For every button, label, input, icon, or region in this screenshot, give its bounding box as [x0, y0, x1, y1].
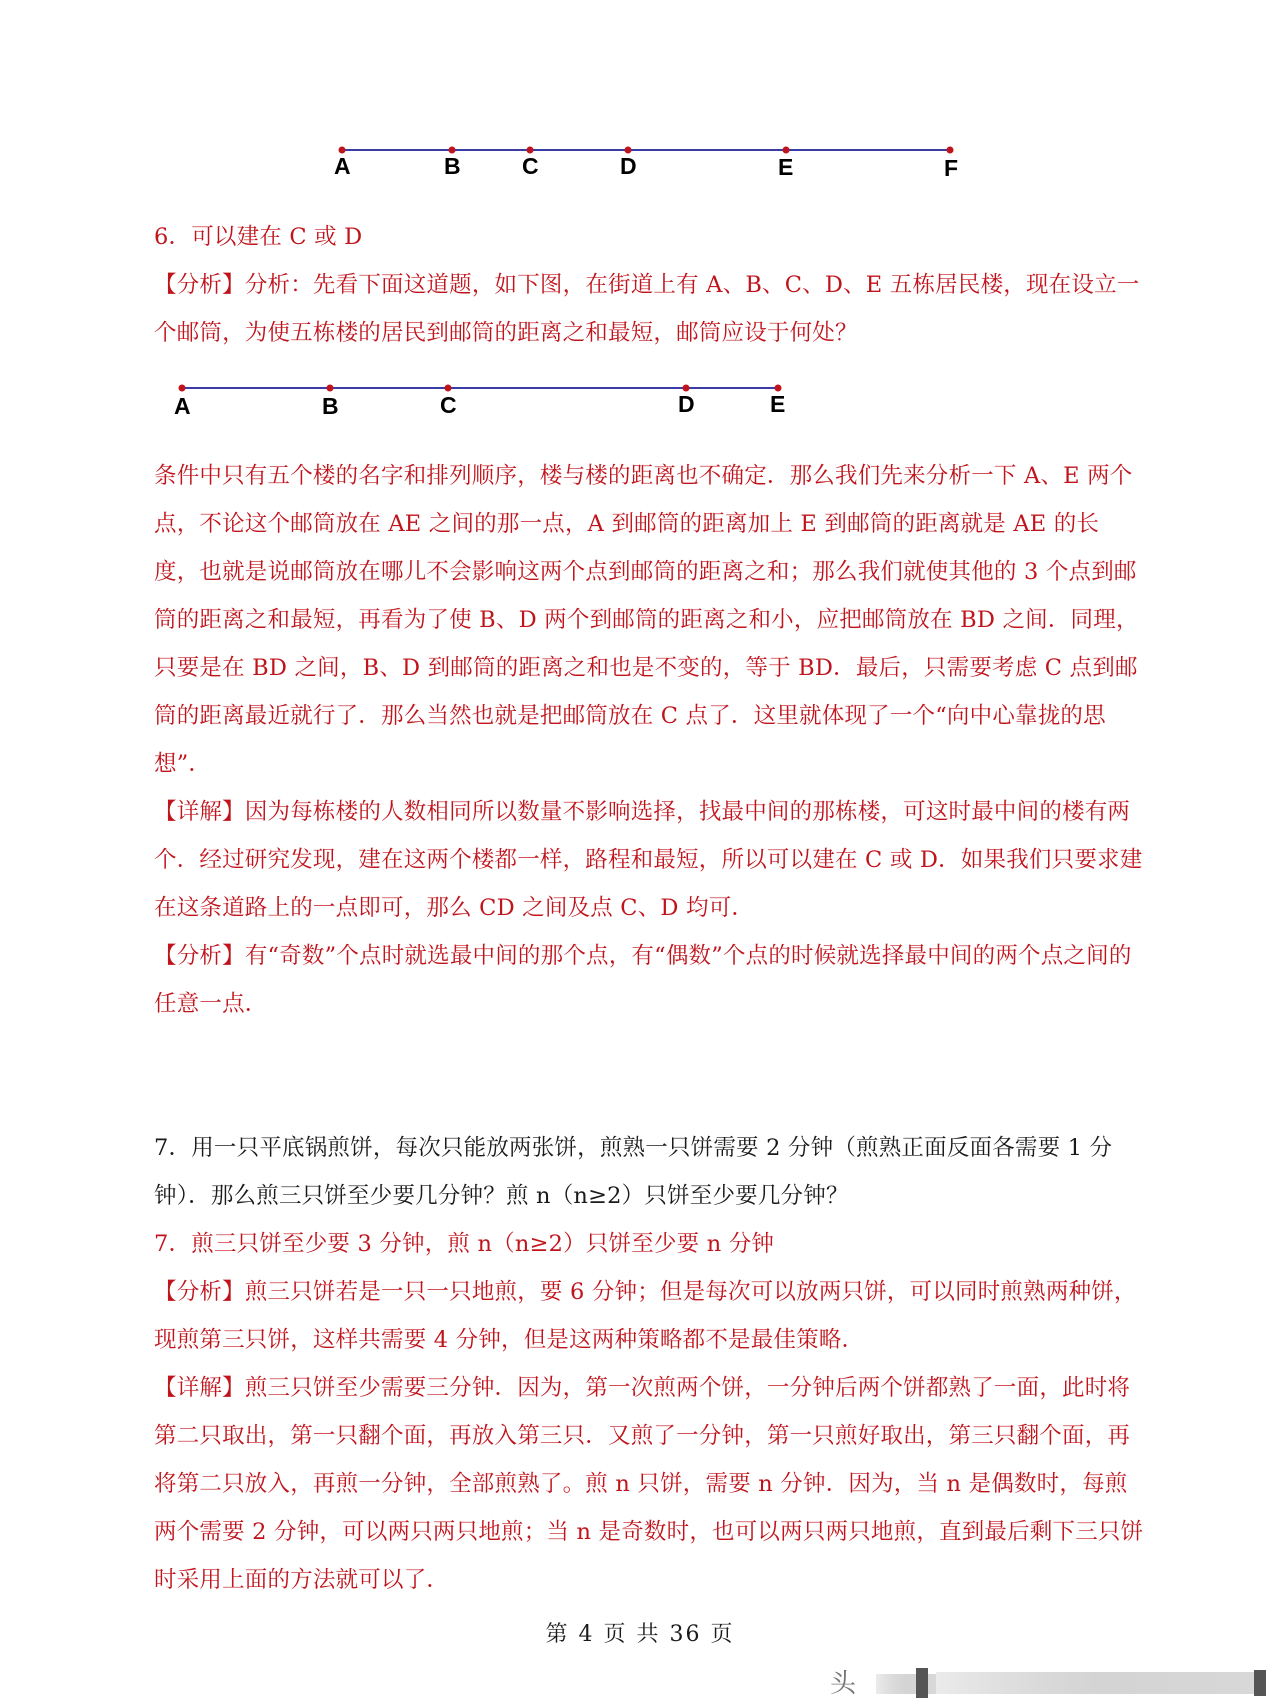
q7-analysis — [154, 1268, 1144, 1364]
point-a-label: A — [334, 153, 351, 179]
point-f-label: F — [944, 155, 959, 181]
q7-detail-tag: 【详解】 — [154, 1375, 245, 1401]
point-e-label: E — [770, 391, 786, 417]
q6-analysis-tag: 【分析】 — [154, 272, 245, 298]
point-f-dot — [947, 147, 954, 154]
q7-analysis-text: 煎三只饼若是一只一只地煎，要 6 分钟；但是每次可以放两只饼，可以同时煎熟两种饼，现煎第三只饼，这样共需要 4 分钟，但是这两种策略都不是最佳策略． — [154, 1279, 1137, 1353]
watermark-bar-3 — [936, 1672, 1266, 1694]
q6-reasoning-paragraph: 条件中只有五个楼的名字和排列顺序，楼与楼的距离也不确定．那么我们先来分析一下 A、E 两个点，不论这个邮筒放在 AE 之间的那一点，A 到邮筒的距离加上 E 到邮筒的距离就是 AE 的长度，也就是说邮筒放在哪儿不会影响这两个点到邮筒的距离之和；那么我们就使其他的 3 个点到邮筒的距离之和最短，再看为了使 B、D 两个到邮筒的距离之和小，应把邮筒放在 BD 之间．同理，只要是在 BD 之间，B、D 到邮筒的距离之和也是不变的，等于 BD．最后，只需要考虑 C 点到邮筒的距离最近就行了．那么当然也就是把邮筒放在 C 点了．这里就体现了一个“向中心靠拢的思想”． — [154, 463, 1139, 777]
q6-answer: 6．可以建在 C 或 D — [154, 224, 363, 250]
q6-analysis — [154, 261, 1144, 357]
point-b-dot — [327, 385, 334, 392]
point-b-label: B — [444, 153, 461, 179]
q6-analysis-2 — [154, 932, 1144, 1028]
point-b-label: B — [322, 393, 339, 419]
watermark-bar-2 — [916, 1668, 928, 1698]
number-line-figure-1 — [330, 138, 970, 188]
number-line-svg-1 — [330, 138, 970, 188]
q6-analysis2-tag: 【分析】 — [154, 943, 245, 969]
watermark-svg — [830, 1668, 1270, 1698]
q7-detail-text: 煎三只饼至少需要三分钟．因为，第一次煎两个饼，一分钟后两个饼都熟了一面，此时将第二只取出，第一只翻个面，再放入第三只．又煎了一分钟，第一只煎好取出，第三只翻个面，再将第二只放入，再煎一分钟，全部煎熟了。煎 n 只饼，需要 n 分钟．因为，当 n 是偶数时，每煎两个需要 2 分钟，可以两只两只地煎；当 n 是奇数时，也可以两只两只地煎，直到最后剩下三只饼时采用上面的方法就可以了． — [154, 1375, 1144, 1593]
q7-answer: 7．煎三只饼至少要 3 分钟，煎 n（n≥2）只饼至少要 n 分钟 — [154, 1231, 775, 1257]
q6-analysis2-text: 有“奇数”个点时就选最中间的那个点，有“偶数”个点的时候就选择最中间的两个点之间的任意一点． — [154, 943, 1132, 1017]
point-a-label: A — [174, 393, 191, 419]
point-c-label: C — [440, 392, 457, 418]
point-d-label: D — [620, 153, 637, 179]
q7-question: 7．用一只平底锅煎饼，每次只能放两张饼，煎熟一只饼需要 2 分钟（煎熟正面反面各需要 1 分钟）．那么煎三只饼至少要几分钟？煎 n（n≥2）只饼至少要几分钟？ — [154, 1135, 1113, 1209]
q6-detail-tag: 【详解】 — [154, 799, 245, 825]
q6-analysis-text: 分析：先看下面这道题，如下图，在街道上有 A、B、C、D、E 五栋居民楼，现在设立一个邮筒，为使五栋楼的居民到邮筒的距离之和最短，邮筒应设于何处？ — [154, 272, 1140, 346]
point-e-dot — [783, 147, 790, 154]
watermark-glyph: 头 — [830, 1669, 857, 1698]
point-a-dot — [179, 385, 186, 392]
q6-detail — [154, 788, 1144, 932]
number-line-figure-2 — [170, 378, 810, 428]
page-footer: 第 4 页 共 36 页 — [545, 1622, 735, 1647]
point-c-dot — [445, 385, 452, 392]
q6-detail-text: 因为每栋楼的人数相同所以数量不影响选择，找最中间的那栋楼，可这时最中间的楼有两个．经过研究发现，建在这两个楼都一样，路程和最短，所以可以建在 C 或 D．如果我们只要求建在这条道路上的一点即可，那么 CD 之间及点 C、D 均可． — [154, 799, 1143, 921]
q7-detail — [154, 1364, 1144, 1604]
point-e-label: E — [778, 154, 794, 180]
q7-analysis-tag: 【分析】 — [154, 1279, 245, 1305]
watermark-bar-4 — [1254, 1670, 1266, 1696]
watermark-logo — [830, 1668, 1270, 1698]
point-c-label: C — [522, 153, 539, 179]
point-d-label: D — [678, 391, 695, 417]
number-line-svg-2 — [170, 378, 810, 428]
